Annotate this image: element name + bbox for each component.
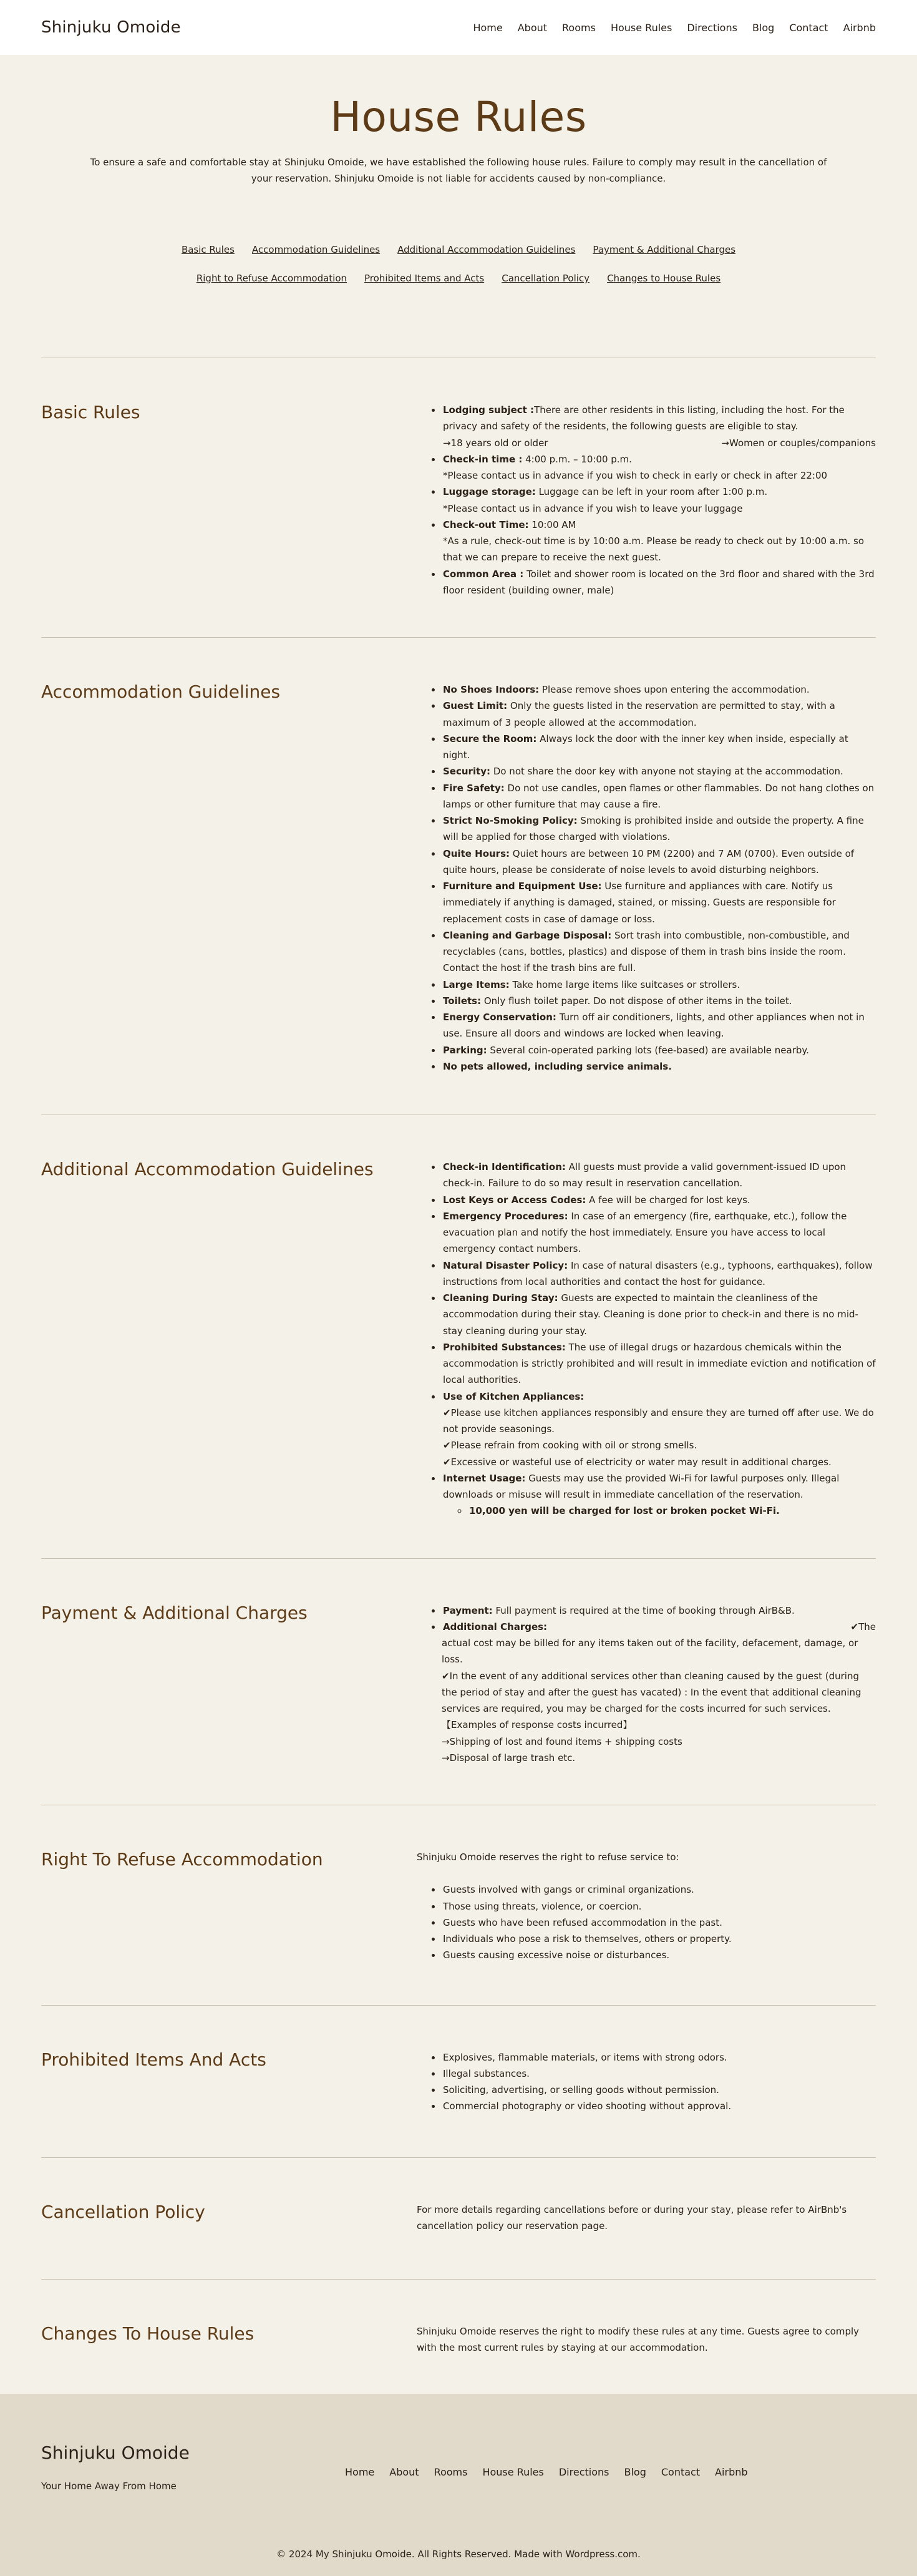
section-content: [417, 2049, 876, 2115]
charges-details: [417, 1635, 876, 1766]
nav-directions[interactable]: Directions: [687, 21, 737, 34]
list-item: [442, 1192, 876, 1208]
list-item: [442, 484, 876, 517]
list-item: [442, 993, 876, 1009]
rule-text: Take home large items like suitcases or strollers.: [509, 978, 740, 990]
toc-link-accommodation[interactable]: Accommodation Guidelines: [251, 244, 381, 256]
rule-text: Do not use candles, open flames or other flammables. Do not hang clothes on lamps or other furniture that may cause a fire.: [443, 782, 875, 810]
footer-nav-about[interactable]: About: [389, 2466, 419, 2478]
section-title: Changes To House Rules: [41, 2323, 255, 2344]
nav-about[interactable]: About: [517, 21, 548, 34]
rule-label: No pets allowed, including service animals.: [443, 1060, 672, 1072]
section-title: Right To Refuse Accommodation: [41, 1849, 323, 1870]
rule-text: Please remove shoes upon entering the accommodation.: [539, 684, 810, 696]
rule-note: ✔Excessive or wasteful use of electricity or water may result in additional charges.: [443, 1456, 832, 1468]
rule-text: Luggage can be left in your room after 1:00 p.m.: [535, 486, 768, 498]
rule-list: [417, 2049, 876, 2115]
section-content: [417, 2323, 876, 2356]
rule-text: All guests must provide a valid government-issued ID upon check-in. Failure to do so may result in reservation cancellation.: [443, 1161, 847, 1189]
rule-list: [417, 1603, 876, 1636]
toc-row: [0, 273, 917, 284]
rule-label: Luggage storage:: [443, 486, 536, 498]
rule-label: Cleaning During Stay:: [443, 1292, 558, 1304]
footer-nav-blog[interactable]: Blog: [624, 2466, 646, 2478]
section-text: Shinjuku Omoide reserves the right to modify these rules at any time. Guests agree to comply with the most current rules by staying at our accommodation.: [417, 2326, 860, 2354]
rule-label: 10,000 yen will be charged for lost or broken pocket Wi-Fi.: [469, 1505, 780, 1517]
rule-label: Emergency Procedures:: [443, 1210, 568, 1222]
footer-nav-contact[interactable]: Contact: [661, 2466, 701, 2478]
rule-text: Several coin-operated parking lots (fee-based) are available nearby.: [487, 1044, 809, 1056]
rule-text: In case of natural disasters (e.g., typhoons, earthquakes), follow instructions from local authorities and contact the host for guidance.: [443, 1259, 873, 1287]
list-item: [442, 763, 876, 779]
example-item: →Disposal of large trash etc.: [442, 1752, 576, 1764]
rule-text: Always lock the door with the inner key when inside, especially at night.: [443, 733, 848, 761]
rule-label: Check-out Time:: [443, 519, 529, 530]
nav-blog[interactable]: Blog: [752, 21, 775, 34]
rule-label: Guest Limit:: [443, 700, 508, 712]
rule-label: Furniture and Equipment Use:: [443, 881, 602, 892]
list-item: [442, 566, 876, 599]
rule-text: actual cost may be billed for any items taken out of the facility, defacement, damage, or loss.: [442, 1637, 858, 1666]
table-of-contents: [0, 187, 917, 284]
section-title: Prohibited Items And Acts: [41, 2049, 266, 2070]
nav-airbnb[interactable]: Airbnb: [843, 21, 876, 34]
section-text: For more details regarding cancellations before or during your stay, please refer to AirBnb's cancellation policy our reservation page.: [417, 2203, 847, 2232]
list-item: [442, 1339, 876, 1388]
section-right-to-refuse: [41, 1805, 876, 2005]
rule-text: Toilet and shower room is located on the 3rd floor and shared with the 3rd floor resident (building owner, male): [443, 568, 875, 596]
section-content: [417, 402, 876, 598]
rule-text: Guests may use the provided Wi-Fi for lawful purposes only. Illegal downloads or misuse will result in immediate cancellation of the reservation.: [443, 1472, 840, 1501]
list-item: [442, 1290, 876, 1339]
section-content: [417, 681, 876, 1075]
rule-label: Cleaning and Garbage Disposal:: [443, 929, 612, 941]
nav-contact[interactable]: Contact: [789, 21, 828, 34]
list-item: [442, 1619, 876, 1635]
list-item: • Those using threats, violence, or coercion.: [442, 1898, 876, 1915]
list-item: • Individuals who pose a risk to themselves, others or property.: [442, 1931, 876, 1947]
examples-title: 【Examples of response costs incurred】: [442, 1719, 633, 1731]
footer-nav-directions[interactable]: Directions: [558, 2466, 609, 2478]
rule-label: Fire Safety:: [443, 782, 505, 794]
list-item: [442, 977, 876, 993]
toc-link-basic-rules[interactable]: Basic Rules: [181, 244, 235, 256]
footer-nav-rooms[interactable]: Rooms: [434, 2466, 468, 2478]
list-item: [442, 1208, 876, 1257]
section-content: [417, 2202, 876, 2235]
section-title: Payment & Additional Charges: [41, 1602, 308, 1623]
site-header: [0, 0, 917, 55]
rule-text: There are other residents in this listing, including the host. For the privacy and safety of the residents, the following guests are eligible to stay.: [443, 404, 845, 432]
rule-text: Guests are expected to maintain the cleanliness of the accommodation during their stay. Cleaning is done prior to check-in and there is no mid-stay cleaning during your stay.: [443, 1292, 858, 1337]
main-nav: [473, 22, 876, 34]
list-item: • Guests who have been refused accommodation in the past.: [442, 1915, 876, 1931]
section-changes-to-rules: [41, 2279, 876, 2394]
list-item: [442, 1257, 876, 1290]
rule-list: [417, 681, 876, 1075]
nav-house-rules[interactable]: House Rules: [610, 21, 672, 34]
list-item: [442, 1058, 876, 1075]
list-item: [442, 451, 876, 484]
site-footer: [0, 2394, 917, 2576]
rule-label: Parking:: [443, 1044, 487, 1056]
rule-text: Do not share the door key with anyone not staying at the accommodation.: [490, 766, 843, 778]
section-accommodation-guidelines: [41, 637, 876, 1115]
rule-text: Sort trash into combustible, non-combustible, and recyclables (cans, bottles, plastics) and dispose of them in trash bins inside the room. Contact the host if the trash bins are full.: [443, 929, 850, 974]
rule-text: Turn off air conditioners, lights, and other appliances when not in use. Ensure all doors and windows are locked when leaving.: [443, 1012, 865, 1040]
section-title: Cancellation Policy: [41, 2201, 205, 2222]
rule-label: Check-in Identification:: [443, 1161, 566, 1173]
rule-note: ✔Please use kitchen appliances responsibly and ensure they are turned off after use. We do not provide seasonings.: [443, 1407, 874, 1435]
rule-list: [417, 402, 876, 598]
example-item: →Shipping of lost and found items + shipping costs: [442, 1735, 682, 1747]
list-item: [442, 681, 876, 698]
rule-label: Quite Hours:: [443, 847, 510, 859]
rule-list: [417, 1159, 876, 1520]
rule-label: Strict No-Smoking Policy:: [443, 815, 578, 827]
rule-text: 10:00 AM: [528, 519, 576, 530]
footer-nav: [345, 2466, 748, 2478]
rule-label: Lost Keys or Access Codes:: [443, 1194, 586, 1206]
list-item: [442, 1159, 876, 1192]
list-item: [442, 1470, 876, 1520]
list-item: [442, 878, 876, 927]
toc-link-changes[interactable]: Changes to House Rules: [607, 273, 721, 285]
list-item: [442, 812, 876, 846]
list-item: [442, 517, 876, 566]
rule-note: *Please contact us in advance if you wish to leave your luggage: [443, 502, 743, 514]
section-content: [417, 1603, 876, 1767]
toc-link-cancellation[interactable]: Cancellation Policy: [502, 273, 590, 285]
page-intro: To ensure a safe and comfortable stay at Shinjuku Omoide, we have established the following house rules. Failure to comply may result in the cancellation of your reservation. Shinjuku Omoide is not liable for accidents caused by non-compliance.: [90, 156, 827, 184]
rule-text: Only flush toilet paper. Do not dispose of other items in the toilet.: [481, 995, 792, 1007]
toc-link-prohibited[interactable]: Prohibited Items and Acts: [364, 273, 485, 285]
list-item: • Soliciting, advertising, or selling goods without permission.: [442, 2082, 876, 2098]
list-item: [468, 1503, 876, 1519]
rule-label: Check-in time :: [443, 453, 523, 465]
hero: [0, 55, 917, 187]
rule-label: Energy Conservation:: [443, 1012, 556, 1023]
list-item: [442, 780, 876, 813]
nav-home[interactable]: Home: [473, 21, 503, 34]
rule-text: Use furniture and appliances with care. Notify us immediately if anything is damaged, stained, or missing. Guests are responsible for replacement costs in case of damage or loss.: [443, 881, 836, 925]
section-title: Basic Rules: [41, 402, 140, 423]
sub-list: [443, 1503, 876, 1519]
list-item: [442, 927, 876, 977]
rule-label: Prohibited Substances:: [443, 1341, 566, 1353]
rule-label: Use of Kitchen Appliances:: [443, 1390, 585, 1402]
section-intro: Shinjuku Omoide reserves the right to refuse service to:: [417, 1852, 679, 1863]
list-item: [442, 1042, 876, 1058]
section-prohibited-items: [41, 2005, 876, 2157]
toc-row: [0, 244, 917, 255]
section-content: [417, 1159, 876, 1520]
rule-label: Large Items:: [443, 978, 510, 990]
rule-label: Natural Disaster Policy:: [443, 1259, 568, 1271]
section-basic-rules: [41, 358, 876, 637]
rule-note: *As a rule, check-out time is by 10:00 a.m. Please be ready to check out by 10:00 a.m. so that we can prepare to receive the next guest.: [443, 535, 865, 564]
rule-text: In case of an emergency (fire, earthquake, etc.), follow the evacuation plan and notify the host immediately. Ensure you have access to local emergency contact numbers.: [443, 1210, 847, 1255]
section-title: Additional Accommodation Guidelines: [41, 1159, 374, 1180]
list-item: [442, 698, 876, 731]
rule-label: No Shoes Indoors:: [443, 684, 540, 696]
footer-tagline: Your Home Away From Home: [41, 2480, 177, 2492]
list-item: [442, 731, 876, 764]
rule-label: Common Area :: [443, 568, 524, 580]
rule-note: ✔Please refrain from cooking with oil or strong smells.: [443, 1440, 697, 1451]
site-brand[interactable]: Shinjuku Omoide: [41, 18, 181, 37]
list-item: [442, 1009, 876, 1042]
list-item: [442, 846, 876, 879]
list-item: • Illegal substances.: [442, 2066, 876, 2082]
rule-text: →Women or couples/companions: [721, 437, 876, 449]
section-title: Accommodation Guidelines: [41, 681, 281, 703]
footer-nav-house-rules[interactable]: House Rules: [482, 2466, 544, 2478]
rule-label: Internet Usage:: [443, 1472, 526, 1484]
list-item: • Explosives, flammable materials, or items with strong odors.: [442, 2049, 876, 2066]
toc-link-additional[interactable]: Additional Accommodation Guidelines: [397, 244, 576, 256]
section-payment-charges: [41, 1558, 876, 1805]
page-title: House Rules: [330, 93, 587, 141]
list-item: • Guests involved with gangs or criminal organizations.: [442, 1881, 876, 1898]
rule-text: The use of illegal drugs or hazardous chemicals within the accommodation is strictly prohibited and will result in immediate eviction and notification of local authorities.: [443, 1341, 876, 1386]
rule-text: Only the guests listed in the reservation are permitted to stay, with a maximum of 3 people allowed at the accommodation.: [443, 700, 835, 728]
footer-brand[interactable]: Shinjuku Omoide: [41, 2442, 190, 2463]
section-cancellation-policy: [41, 2157, 876, 2280]
nav-rooms[interactable]: Rooms: [562, 21, 596, 34]
footer-nav-airbnb[interactable]: Airbnb: [715, 2466, 748, 2478]
list-item: [442, 1388, 876, 1470]
rule-subline: [443, 1619, 876, 1635]
rule-label: Toilets:: [443, 995, 482, 1007]
rule-text: 4:00 p.m. – 10:00 p.m.: [522, 453, 632, 465]
rule-text: Quiet hours are between 10 PM (2200) and 7 AM (0700). Even outside of quite hours, please be considerate of noise levels to avoid disturbing neighbors.: [443, 847, 855, 876]
rule-label: Lodging subject :: [443, 404, 535, 416]
rule-subline: [443, 435, 876, 451]
rule-text: ✔In the event of any additional services other than cleaning caused by the guest (during the period of stay and after the guest has vacated) : In the event that additional cleaning services are required, you may be charged for the costs incurred for such services.: [442, 1670, 861, 1715]
list-item: [442, 1603, 876, 1619]
section-additional-guidelines: [41, 1115, 876, 1558]
toc-link-payment[interactable]: Payment & Additional Charges: [593, 244, 736, 256]
rule-text: Full payment is required at the time of booking through AirB&B.: [492, 1604, 795, 1616]
list-item: • Commercial photography or video shooting without approval.: [442, 2098, 876, 2114]
rule-label: Security:: [443, 766, 491, 778]
toc-link-refuse[interactable]: Right to Refuse Accommodation: [196, 273, 347, 285]
rule-text: ✔The: [850, 1621, 876, 1632]
rule-list: [417, 1881, 876, 1963]
list-item: [442, 402, 876, 451]
rule-text: Smoking is prohibited inside and outside the property. A fine will be applied for those charged with violations.: [443, 815, 864, 843]
rule-text: →18 years old or older: [443, 437, 548, 449]
rule-label: Secure the Room:: [443, 733, 537, 744]
rule-label: Payment:: [443, 1604, 493, 1616]
section-content: [417, 1849, 876, 1964]
rule-label: • Additional Charges:: [443, 1621, 548, 1632]
rule-text: A fee will be charged for lost keys.: [586, 1194, 750, 1206]
rule-note: *Please contact us in advance if you wish to check in early or check in after 22:00: [443, 470, 828, 482]
list-item: • Guests causing excessive noise or disturbances.: [442, 1947, 876, 1963]
copyright-text: © 2024 My Shinjuku Omoide. All Rights Reserved. Made with Wordpress.com.: [276, 2548, 641, 2560]
footer-nav-home[interactable]: Home: [345, 2466, 375, 2478]
